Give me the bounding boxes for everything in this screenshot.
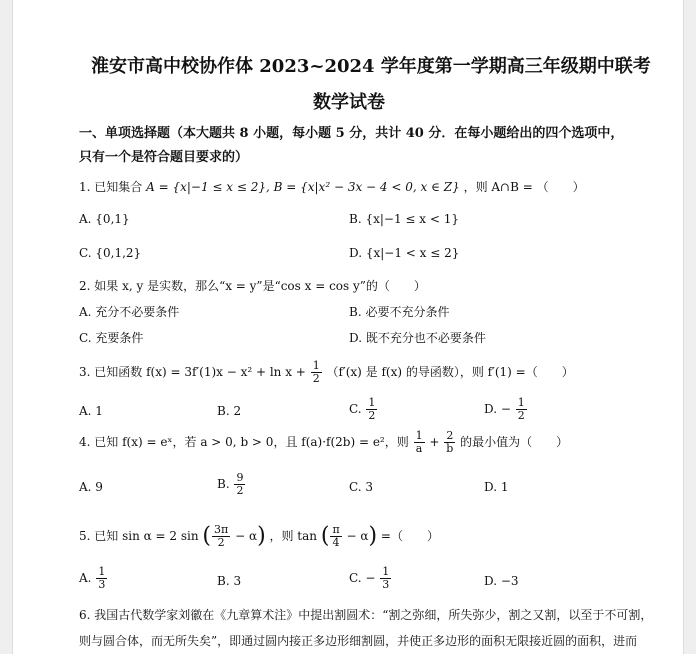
- q5-option-c: C. − $\frac{1}{3}$: [349, 565, 390, 591]
- q2-option-c: C. 充要条件: [79, 331, 144, 345]
- q4-option-d: D. 1: [484, 480, 509, 494]
- fraction: $\frac{1}{2}$: [368, 396, 376, 422]
- question-6-cont: 则与圆合体，而无所失矣”，即通过圆内接正多边形细割圆，并使正多边形的面积无限接近圆的面积，进而: [79, 634, 638, 648]
- q3-option-b: B. 2: [217, 404, 242, 418]
- document-page: [12, 0, 684, 654]
- fraction: $\frac{1}{2}$: [517, 396, 525, 422]
- exam-subtitle: 数学试卷: [313, 92, 385, 113]
- q1-option-d: D. {x|−1 < x ≤ 2}: [349, 246, 460, 260]
- q5-option-a: A. $\frac{1}{3}$: [79, 565, 106, 591]
- question-4: 4. 已知 f(x) = eˣ，若 a > 0, b > 0，且 f(a)·f(2b) = e²，则 $\frac{1}{a}$ + $\frac{2}{b}$ 的最小值为（ ）: [79, 429, 569, 455]
- q1-option-a: A. {0,1}: [79, 212, 130, 226]
- question-1: 1. 已知集合 A = {x|−1 ≤ x ≤ 2}, B = {x|x² − 3x − 4 < 0, x ∈ Z} ，则 A∩B = （ ）: [79, 180, 585, 194]
- question-6: 6. 我国古代数学家刘徽在《九章算术注》中提出割圆术：“割之弥细，所失弥少，割之又割，以至于不可割，: [79, 608, 653, 622]
- fraction: $\frac{9}{2}$: [236, 471, 244, 497]
- q5-option-b: B. 3: [217, 574, 242, 588]
- q3-option-d: D. − $\frac{1}{2}$: [484, 396, 525, 422]
- q2-option-a: A. 充分不必要条件: [79, 305, 180, 319]
- q3-option-c: C. $\frac{1}{2}$: [349, 396, 376, 422]
- fraction: $\frac{2}{b}$: [446, 429, 454, 455]
- fraction: $\frac{\pi}{4}$: [332, 523, 340, 549]
- fraction: $\frac{1}{a}$: [415, 429, 423, 455]
- question-5: 5. 已知 sin α = 2 sin ( $\frac{3\pi}{2}$ − α) ，则 tan ( $\frac{\pi}{4}$ − α) =（ ）: [79, 523, 439, 549]
- fraction: $\frac{1}{2}$: [312, 359, 320, 385]
- fraction: $\frac{3\pi}{2}$: [214, 523, 229, 549]
- q4-option-a: A. 9: [79, 480, 103, 494]
- q5-option-d: D. −3: [484, 574, 519, 588]
- question-2: 2. 如果 x, y 是实数，那么“x = y”是“cos x = cos y”的（ ）: [79, 279, 426, 293]
- fraction: $\frac{1}{3}$: [98, 565, 106, 591]
- q2-option-d: D. 既不充分也不必要条件: [349, 331, 486, 345]
- q1-option-c: C. {0,1,2}: [79, 246, 142, 260]
- q3-option-a: A. 1: [79, 404, 103, 418]
- question-3: 3. 已知函数 f(x) = 3f′(1)x − x² + ln x + $\frac{1}{2}$ （f′(x) 是 f(x) 的导函数），则 f′(1) =（ ）: [79, 359, 574, 385]
- q2-option-b: B. 必要不充分条件: [349, 305, 450, 319]
- section-heading-cont: 只有一个是符合题目要求的）: [79, 150, 249, 165]
- section-heading: 一、单项选择题（本大题共 8 小题，每小题 5 分，共计 40 分．在每小题给出的四个选项中，: [79, 126, 624, 141]
- q4-option-c: C. 3: [349, 480, 374, 494]
- q4-option-b: B. $\frac{9}{2}$: [217, 471, 244, 497]
- exam-title: 淮安市高中校协作体 2023~2024 学年度第一学期高三年级期中联考: [91, 56, 651, 77]
- fraction: $\frac{1}{3}$: [382, 565, 390, 591]
- q1-option-b: B. {x|−1 ≤ x < 1}: [349, 212, 459, 226]
